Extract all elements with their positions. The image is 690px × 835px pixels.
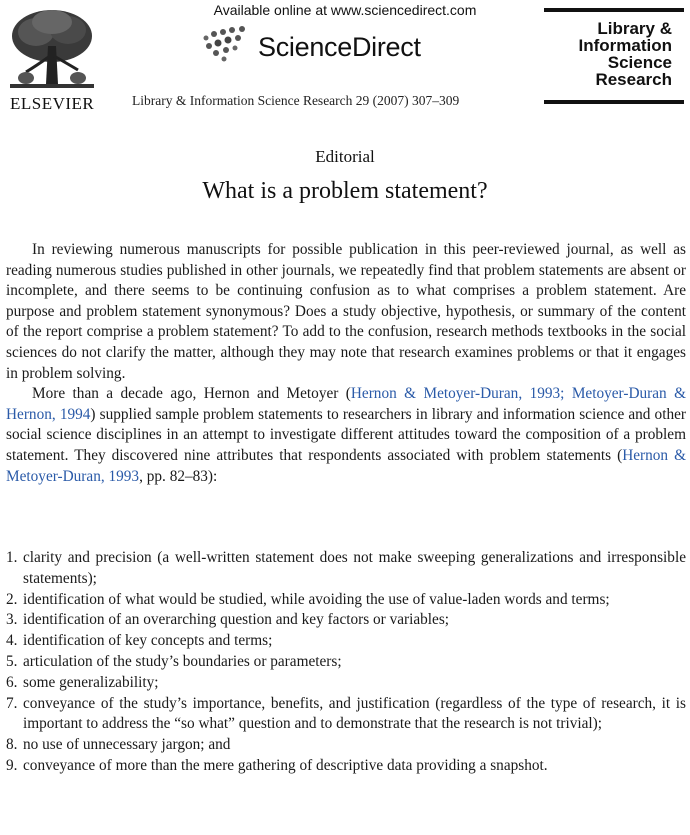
list-item [6, 631, 686, 652]
list-item-text: identification of what would be studied, while avoiding the use of value-laden words and terms; [23, 590, 610, 608]
list-number: 5. [6, 652, 18, 670]
paragraph-text: , pp. 82–83): [139, 467, 218, 485]
list-item [6, 548, 686, 590]
article-title: What is a problem statement? [202, 178, 488, 204]
list-number: 6. [6, 673, 18, 691]
paragraph: In reviewing numerous manuscripts for possible publication in this peer-reviewed journal, as well as reading numerous studies published in other journals, we repeatedly find that problem statements are absent or incomplete, and there seems to be continuing confusion as to what comprises a problem statement. Are purpose and problem statement synonymous? Does a study objective, hypothesis, or summary of the content of the report comprise a problem statement? To add to the confusion, research methods textbooks in the social sciences do not clarify the matter, although they may note that research examines problems or that it engages in problem solving. [6, 241, 686, 382]
sciencedirect-wordmark: ScienceDirect [258, 32, 421, 62]
citation-link[interactable]: Hernon & Metoyer-Duran, 1993 [6, 446, 686, 485]
list-item-text: no use of unnecessary jargon; and [23, 736, 231, 754]
list-item-text: conveyance of the study’s importance, benefits, and justification (regardless of the type of research, it is important to address the “so what” question and to demonstrate that the research is not trivial); [23, 694, 686, 733]
list-number: 8. [6, 736, 18, 754]
paragraph-text: ) supplied sample problem statements to researchers in library and information science and other social science disciplines in an attempt to investigate different attitudes toward the composition of a problem statement. They discovered nine attributes that respondents associated with problem statements ( [6, 405, 686, 464]
list-number: 9. [6, 756, 18, 774]
list-item [6, 610, 686, 631]
available-online-link[interactable]: Available online at www.sciencedirect.com [213, 2, 477, 18]
list-item-text: some generalizability; [23, 673, 159, 691]
list-item [6, 735, 686, 756]
list-item-text: identification of key concepts and terms; [23, 632, 273, 650]
list-item [6, 590, 686, 611]
section-label: Editorial [315, 147, 375, 166]
journal-logo [544, 8, 684, 104]
list-item [6, 673, 686, 694]
list-item [6, 652, 686, 673]
list-number: 7. [6, 694, 18, 712]
list-item [6, 756, 686, 777]
list-number: 2. [6, 590, 18, 608]
list-item-text: identification of an overarching question and key factors or variables; [23, 611, 450, 629]
sciencedirect-logo [200, 22, 450, 72]
list-item-text: conveyance of more than the mere gathering of descriptive data providing a snapshot. [23, 756, 548, 774]
journal-logo-line: Library & [597, 19, 672, 38]
elsevier-logo [6, 6, 98, 113]
elsevier-wordmark: ELSEVIER [10, 94, 95, 113]
list-item [6, 694, 686, 736]
list-item-text: articulation of the study’s boundaries or parameters; [23, 652, 342, 670]
sciencedirect-dots-icon [200, 24, 256, 64]
list-number: 4. [6, 632, 18, 650]
paragraph-text: More than a decade ago, Hernon and Metoyer ( [32, 385, 351, 403]
elsevier-tree-icon [6, 6, 98, 92]
page-header [0, 0, 690, 112]
citation-link[interactable]: Hernon & Metoyer-Duran, 1993; Metoyer-Duran & Hernon, 1994 [6, 385, 686, 423]
list-item-text: clarity and precision (a well-written statement does not make sweeping generalizations and irresponsible statements); [23, 549, 686, 587]
journal-logo-line: Science [607, 53, 672, 72]
article-body [6, 240, 686, 487]
list-number: 1. [6, 549, 18, 566]
paragraph [6, 384, 686, 487]
journal-citation: Library & Information Science Research 29 (2007) 307–309 [132, 93, 460, 108]
list-number: 3. [6, 611, 18, 629]
journal-logo-line: Research [595, 70, 672, 89]
attributes-list [6, 548, 686, 777]
journal-logo-line: Information [578, 36, 672, 55]
